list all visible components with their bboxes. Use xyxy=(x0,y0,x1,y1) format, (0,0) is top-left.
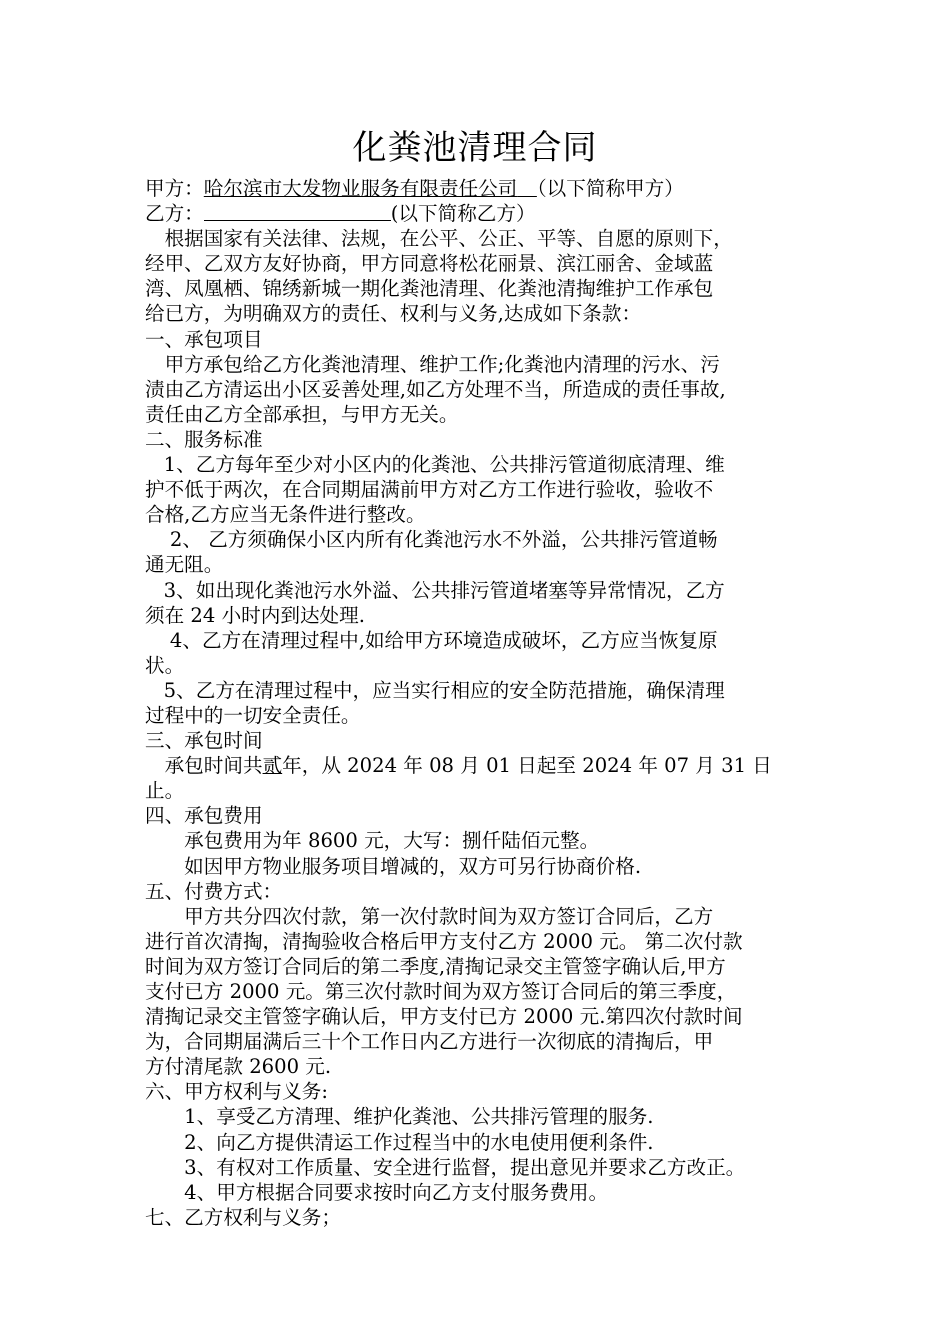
section-line: 4、乙方在清理过程中,如给甲方环境造成破坏，乙方应当恢复原 xyxy=(145,628,718,652)
section-line: 责任由乙方全部承担，与甲方无关。 xyxy=(145,402,459,426)
contract-body xyxy=(145,176,815,1230)
section-line: 为，合同期届满后三十个工作日内乙方进行一次彻底的清掏后，甲 xyxy=(145,1030,714,1054)
section-line: 1、乙方每年至少对小区内的化粪池、公共排污管道彻底清理、维 xyxy=(145,453,725,477)
party-a-label: 甲方： xyxy=(145,177,204,200)
party-b-label: 乙方： xyxy=(145,202,204,226)
section-line: 时间为双方签订合同后的第二季度,清掏记录交主管签字确认后,甲方 xyxy=(145,954,726,978)
section-line: 护不低于两次，在合同期届满前甲方对乙方工作进行验收，验收不 xyxy=(145,478,714,502)
section-heading: 六、甲方权利与义务: xyxy=(145,1080,328,1104)
section-line: 过程中的一切安全责任。 xyxy=(145,703,361,727)
section-line: 甲方共分四次付款，第一次付款时间为双方签订合同后，乙方 xyxy=(145,904,714,928)
section-line: 状。 xyxy=(145,653,185,677)
section-line: 2、向乙方提供清运工作过程当中的水电使用便利条件. xyxy=(145,1130,654,1154)
section-heading: 七、乙方权利与义务； xyxy=(145,1205,341,1229)
party-a-name: 哈尔滨市大发物业服务有限责任公司 xyxy=(203,177,518,200)
section-line: 3、如出现化粪池污水外溢、公共排污管道堵塞等异常情况，乙方 xyxy=(145,578,725,602)
section-line: 5、乙方在清理过程中，应当实行相应的安全防范措施，确保清理 xyxy=(145,678,725,702)
section-heading: 五、付费方式： xyxy=(145,879,283,903)
party-b-suffix: (以下简称乙方） xyxy=(390,202,536,226)
section-line: 如因甲方物业服务项目增减的，双方可另行协商价格. xyxy=(145,854,642,878)
term-line: 承包时间共贰年，从 2024 年 08 月 01 日起至 2024 年 07 月 31 日 xyxy=(145,754,772,778)
intro-line: 根据国家有关法律、法规，在公平、公正、平等、自愿的原则下， xyxy=(145,227,733,251)
section-line: 支付已方 2000 元。第三次付款时间为双方签订合同后的第三季度， xyxy=(145,980,737,1003)
section-line: 通无阻。 xyxy=(145,553,224,577)
party-a-line xyxy=(145,176,815,201)
section-line: 承包费用为年 8600 元，大写：捌仟陆佰元整。 xyxy=(145,829,600,853)
section-line: 3、有权对工作质量、安全进行监督，提出意见并要求乙方改正。 xyxy=(145,1155,746,1179)
section-line: 方付清尾款 2600 元. xyxy=(145,1055,332,1079)
intro-line: 经甲、乙双方友好协商，甲方同意将松花丽景、滨江丽舍、金域蓝 xyxy=(145,252,714,276)
section-line: 合格,乙方应当无条件进行整改。 xyxy=(145,503,426,527)
section-line: 4、甲方根据合同要求按时向乙方支付服务费用。 xyxy=(145,1180,609,1204)
section-line: 1、享受乙方清理、维护化粪池、公共排污管理的服务. xyxy=(145,1105,654,1129)
section-heading: 四、承包费用 xyxy=(145,804,263,828)
party-b-blank xyxy=(204,202,391,221)
party-b-line xyxy=(145,201,815,226)
section-line: 止。 xyxy=(145,779,185,803)
section-line: 清掏记录交主管签字确认后，甲方支付已方 2000 元.第四次付款时间 xyxy=(145,1005,743,1029)
term-years: 贰 xyxy=(262,754,283,778)
intro-line: 给已方，为明确双方的责任、权利与义务,达成如下条款： xyxy=(145,302,642,326)
section-line: 进行首次清掏，清掏验收合格后甲方支付乙方 2000 元。 第二次付款 xyxy=(145,929,743,953)
section-heading: 三、承包时间 xyxy=(145,729,263,753)
section-line: 甲方承包给乙方化粪池清理、维护工作;化粪池内清理的污水、污 xyxy=(145,352,720,376)
section-heading: 二、服务标准 xyxy=(145,427,263,451)
party-a-suffix: （以下简称甲方） xyxy=(536,177,684,200)
section-line: 渍由乙方清运出小区妥善处理,如乙方处理不当，所造成的责任事故, xyxy=(145,377,726,401)
intro-line: 湾、凤凰栖、锦绣新城一期化粪池清理、化粪池清掏维护工作承包 xyxy=(145,277,714,301)
section-heading: 一、承包项目 xyxy=(145,327,263,351)
section-line: 须在 24 小时内到达处理. xyxy=(145,603,365,627)
document-title: 化粪池清理合同 xyxy=(352,128,598,168)
section-line: 2、 乙方须确保小区内所有化粪池污水不外溢，公共排污管道畅 xyxy=(145,528,718,552)
